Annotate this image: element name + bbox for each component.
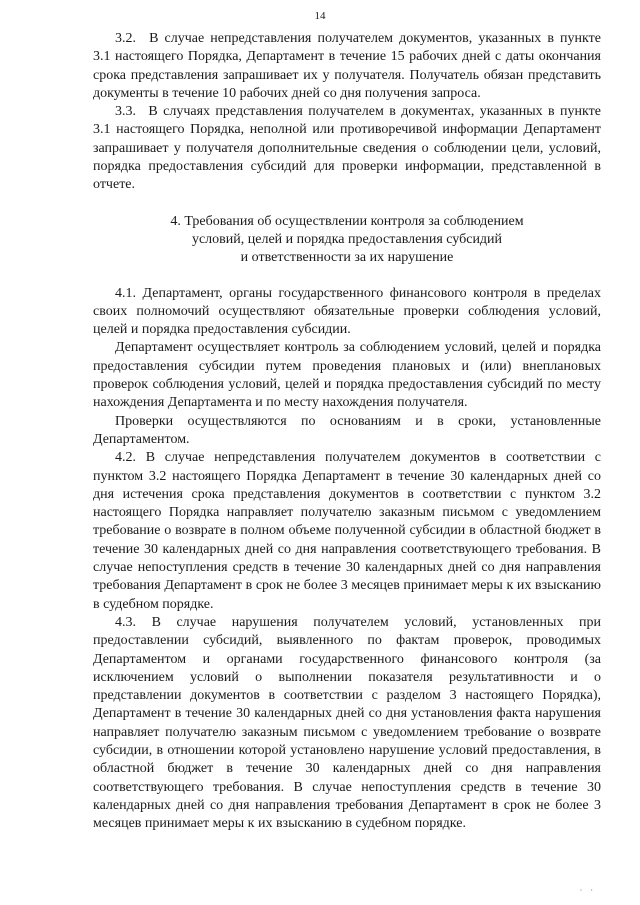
paragraph-4-1: 4.1. Департамент, органы государственного финансового контроля в пределах своих полномочий осуществляют обязательные проверки соблюдения условий, целей и порядка предоставления субсидии. xyxy=(93,285,601,338)
page-number: 14 xyxy=(314,10,326,22)
document-body xyxy=(93,30,601,833)
paragraph-4-3: 4.3. В случае нарушения получателем условий, установленных при предоставлении субсидий, выявленного по фактам проверок, проводимых Департаментом и органами государственного финансового контроля (за исключением условий о выполнении показателя результативности и о представлении документов в соответствии с разделом 3 настоящего Порядка), Департамент в течение 30 календарных дней со дня установления факта нарушения направляет получателю заказным письмом с уведомлением требование о возврате субсидии, в отношении которой установлено нарушение условий предоставления, в областной бюджет в течение 30 календарных дней со дня направления соответствующего требования. В случае непоступления средств в течение 30 календарных дней со дня направления требования Департамент в срок не более 3 месяцев принимает меры к их взысканию в судебном порядке. xyxy=(93,614,601,832)
section-title-line-1: 4. Требования об осуществлении контроля за соблюдением xyxy=(170,213,524,229)
section-title-line-3: и ответственности за их нарушение xyxy=(240,250,454,266)
paragraph-4-2: 4.2. В случае непредставления получателем документов в соответствии с пунктом 3.2 настоящего Порядка Департамент в течение 30 календарных дней со дня истечения срока представления документов в соответствии с пунктом 3.2 настоящего Порядка направляет получателю заказным письмом с уведомлением требование о возврате в полном объеме полученной субсидии в областной бюджет в течение 30 календарных дней со дня направления соответствующего требования. В случае непоступления средств в течение 30 календарных дней со дня направления требования Департамент в срок не более 3 месяцев принимает меры к их взысканию в судебном порядке. xyxy=(93,450,601,612)
paragraph-inspections: Проверки осуществляются по основаниям и в сроки, установленные Департаментом. xyxy=(93,413,601,447)
scan-mark: · · xyxy=(579,886,596,895)
section-title-line-2: условий, целей и порядка предоставления субсидий xyxy=(191,231,503,247)
paragraph-3-3: 3.3. В случаях представления получателем в документах, указанных в пункте 3.1 настоящего Порядка, неполной или противоречивой информации Департамент запрашивает у получателя дополнительные сведения о соблюдении цели, условий, порядка предоставления субсидий для проверки информации, представленной в отчете. xyxy=(93,104,601,193)
section-4-title xyxy=(93,213,601,268)
paragraph-3-2: 3.2. В случае непредставления получателем документов, указанных в пункте 3.1 настоящего Порядка, Департамент в течение 15 рабочих дней с даты окончания срока представления запрашивает их у получателя. Получатель обязан представить документы в течение 10 рабочих дней со дня получения запроса. xyxy=(93,31,601,101)
paragraph-control: Департамент осуществляет контроль за соблюдением условий, целей и порядка предоставления субсидии путем проведения плановых и (или) внеплановых проверок соблюдения условий, целей и порядка предоставления субсидий по месту нахождения Департамента и по месту нахождения получателя. xyxy=(93,340,601,411)
